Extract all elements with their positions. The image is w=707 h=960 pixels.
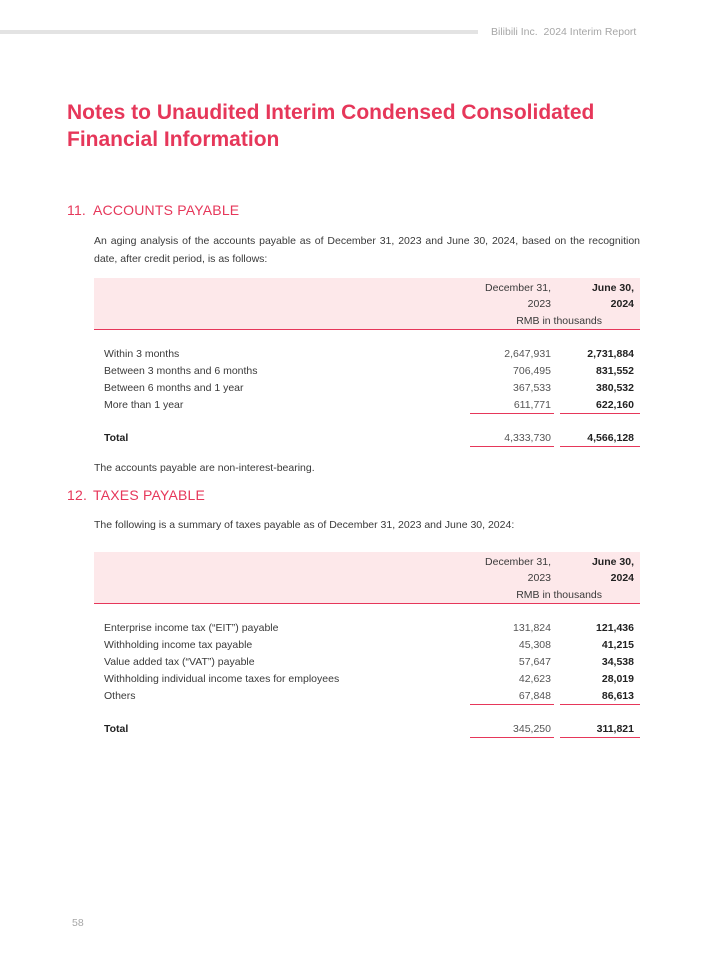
row-value-2023: 57,647 — [518, 656, 551, 668]
section-note: The accounts payable are non-interest-bearing. — [94, 462, 315, 474]
row-value-2024: 831,552 — [596, 365, 634, 377]
unit-label: RMB in thousands — [516, 315, 602, 327]
row-value-2023: 67,848 — [518, 690, 551, 702]
section-heading-taxes-payable — [67, 487, 205, 503]
row-value-2024: 622,160 — [596, 399, 634, 411]
table-header — [94, 552, 640, 604]
row-label: Between 3 months and 6 months — [104, 365, 258, 377]
section-intro: An aging analysis of the accounts payable as of December 31, 2023 and June 30, 2024, based on the recognition date, after credit period, is as follows: — [94, 235, 640, 265]
row-value-2024: 34,538 — [601, 656, 634, 668]
row-label: Enterprise income tax (“EIT”) payable — [104, 622, 279, 634]
row-label: Within 3 months — [104, 348, 180, 360]
header-company: Bilibili Inc. — [491, 26, 538, 38]
unit-label: RMB in thousands — [516, 589, 602, 601]
total-rule-2024 — [560, 446, 640, 447]
total-rule-2024 — [560, 737, 640, 738]
section-heading-accounts-payable — [67, 202, 239, 218]
subtotal-rule-2023 — [470, 413, 554, 414]
total-value-2024: 4,566,128 — [587, 432, 634, 444]
header-report: 2024 Interim Report — [543, 26, 637, 38]
col-2023-year: 2023 — [527, 572, 551, 584]
row-value-2023: 706,495 — [513, 365, 551, 377]
header-rule — [0, 30, 478, 34]
row-value-2023: 131,824 — [513, 622, 551, 634]
total-rule-2023 — [470, 737, 554, 738]
table-row — [94, 622, 640, 639]
row-label: Value added tax (“VAT”) payable — [104, 656, 255, 668]
col-2023-label: December 31, — [485, 282, 551, 294]
table-row — [94, 639, 640, 656]
row-value-2024: 28,019 — [601, 673, 634, 685]
subtotal-rule-2024 — [560, 704, 640, 705]
col-2023-year: 2023 — [527, 298, 551, 310]
row-value-2023: 42,623 — [518, 673, 551, 685]
row-label: Withholding individual income taxes for employees — [104, 673, 340, 685]
col-2024-label: June 30, — [591, 556, 634, 568]
col-2024-year: 2024 — [610, 572, 634, 584]
table-row — [94, 399, 640, 416]
row-label: Withholding income tax payable — [104, 639, 253, 651]
col-2024-year: 2024 — [610, 298, 634, 310]
section-title: ACCOUNTS PAYABLE — [93, 202, 240, 218]
table-row — [94, 382, 640, 399]
row-label: Others — [104, 690, 136, 702]
col-2024-label: June 30, — [591, 282, 634, 294]
table-row — [94, 673, 640, 690]
row-value-2023: 45,308 — [518, 639, 551, 651]
table-total-row — [94, 723, 640, 740]
table-row — [94, 365, 640, 382]
row-label: Between 6 months and 1 year — [104, 382, 244, 394]
row-value-2023: 2,647,931 — [504, 348, 551, 360]
table-total-row — [94, 432, 640, 449]
total-rule-2023 — [470, 446, 554, 447]
section-intro: The following is a summary of taxes payable as of December 31, 2023 and June 30, 2024: — [94, 519, 515, 531]
page-title: Notes to Unaudited Interim Condensed Consolidated Financial Information — [67, 101, 595, 151]
row-value-2024: 86,613 — [601, 690, 634, 702]
row-value-2023: 611,771 — [513, 399, 551, 411]
subtotal-rule-2024 — [560, 413, 640, 414]
total-value-2023: 4,333,730 — [504, 432, 551, 444]
total-value-2023: 345,250 — [513, 723, 551, 735]
total-label: Total — [104, 432, 129, 444]
col-2023-label: December 31, — [485, 556, 551, 568]
total-label: Total — [104, 723, 129, 735]
subtotal-rule-2023 — [470, 704, 554, 705]
section-title: TAXES PAYABLE — [93, 487, 206, 503]
row-value-2024: 380,532 — [596, 382, 634, 394]
table-header — [94, 278, 640, 330]
section-number: 11. — [67, 202, 87, 218]
table-row — [94, 690, 640, 707]
row-value-2024: 41,215 — [601, 639, 634, 651]
section-number: 12. — [67, 487, 88, 503]
row-value-2024: 2,731,884 — [587, 348, 634, 360]
table-row — [94, 348, 640, 365]
page-number: 58 — [72, 917, 84, 929]
row-label: More than 1 year — [104, 399, 184, 411]
running-header — [491, 26, 636, 38]
row-value-2023: 367,533 — [513, 382, 551, 394]
row-value-2024: 121,436 — [596, 622, 634, 634]
total-value-2024: 311,821 — [596, 723, 634, 735]
table-row — [94, 656, 640, 673]
